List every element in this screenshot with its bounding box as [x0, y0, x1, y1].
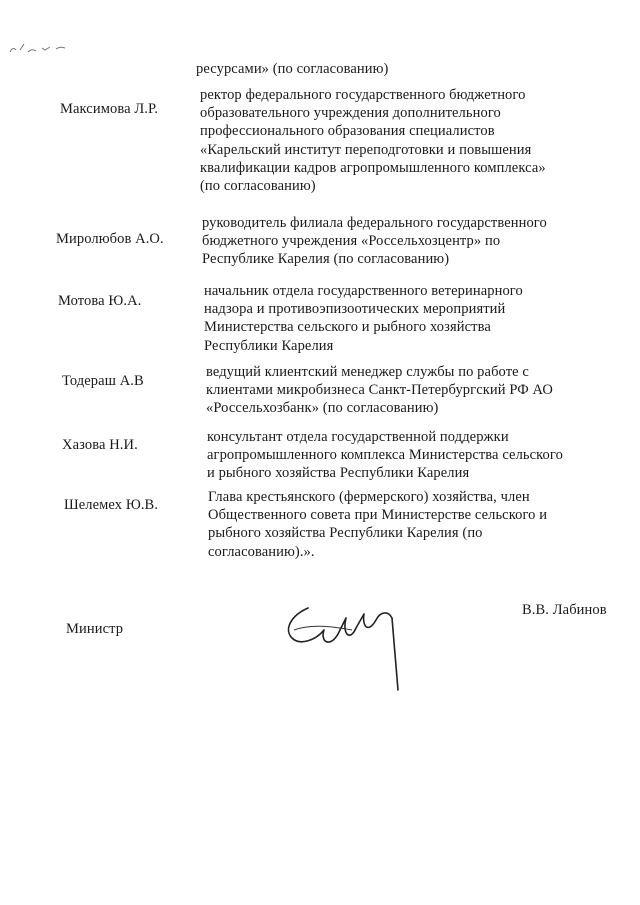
signatory-name: В.В. Лабинов [522, 602, 607, 618]
signatory-title: Министр [66, 621, 124, 637]
member-position: ведущий клиентский менеджер службы по работе с клиентами микробизнеса Санкт-Петербургский РФ АО «Россельхозбанк» (по согласованию) [206, 364, 553, 417]
member-position: консультант отдела государственной поддержки агропромышленного комплекса Министерства сельского и рыбного хозяйства Республики Карелия [207, 429, 563, 482]
member-position: Глава крестьянского (фермерского) хозяйства, член Общественного совета при Министерстве сельского и рыбного хозяйства Республики Карелия (по согласованию).». [208, 489, 548, 560]
handwritten-mark [8, 38, 78, 58]
member-name: Хазова Н.И. [62, 437, 138, 453]
member-name: Тодераш А.В [62, 373, 144, 389]
member-position: ректор федерального государственного бюджетного образовательного учреждения дополнительного профессионального образования специалистов «Карельский институт переподготовки и повышения квалификации кадров агропромышленного комплекса» (по согласованию) [200, 87, 546, 195]
member-position: начальник отдела государственного ветеринарного надзора и противоэпизоотических мероприятий Министерства сельского и рыбного хозяйства Республики Карелия [204, 283, 523, 354]
member-name: Шелемех Ю.В. [64, 497, 159, 513]
continuation-text: ресурсами» (по согласованию) [196, 61, 389, 77]
member-name: Миролюбов А.О. [56, 231, 164, 247]
member-name: Максимова Л.Р. [60, 101, 159, 117]
member-name: Мотова Ю.А. [58, 293, 142, 309]
member-position: руководитель филиала федерального государственного бюджетного учреждения «Россельхозцентр» по Республике Карелия (по согласованию) [202, 215, 547, 268]
handwritten-signature [280, 590, 420, 700]
